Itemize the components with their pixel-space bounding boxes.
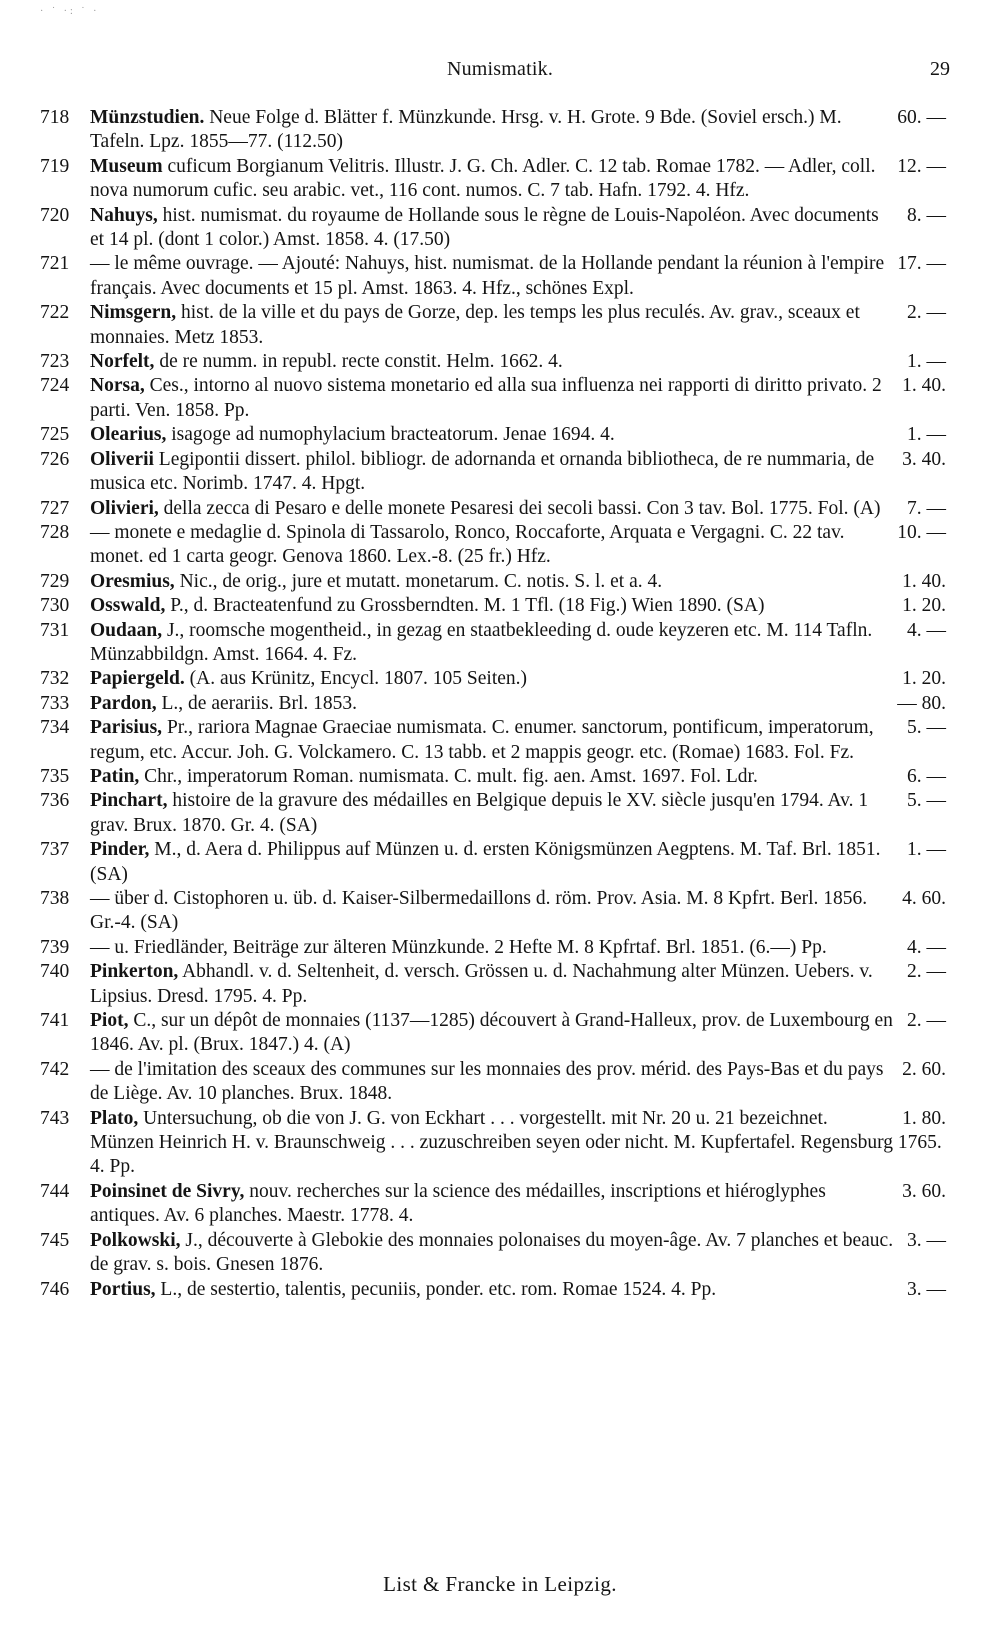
entry-author: Olivieri, (90, 497, 159, 519)
entry-number: 740 (40, 961, 70, 983)
entry-price: 6. — (907, 765, 946, 787)
entry-price: 1. — (907, 424, 946, 446)
entry-description: M., d. Aera d. Philippus auf Münzen u. d. ersten Königsmünzen Aegptens. M. Taf. Brl. 1851. (SA) (90, 839, 881, 885)
entry-author: Parisius, (90, 717, 163, 739)
catalog-entry (40, 716, 946, 765)
entry-description: L., de sestertio, talentis, pecuniis, ponder. etc. rom. Romae 1524. 4. Pp. (155, 1278, 717, 1300)
entry-price: 1. 40. (902, 375, 946, 397)
catalog-entry (40, 252, 946, 301)
entry-author: Polkowski, (90, 1229, 181, 1251)
entry-price: 1. — (907, 839, 946, 861)
entry-author: Münzstudien. (90, 107, 205, 128)
entry-number: 724 (40, 375, 70, 397)
entry-number: 738 (40, 888, 70, 909)
scan-specks: · ˙ ·: ˙ · (40, 6, 100, 17)
entry-number: 727 (40, 497, 70, 519)
catalog-entry (40, 765, 946, 789)
entry-author: Oliverii (90, 448, 154, 470)
entry-author: Olearius, (90, 424, 167, 446)
catalog-entry (40, 887, 946, 936)
entry-description: Ces., intorno al nuovo sistema monetario ed alla sua influenza nei rapporti di diritto privato. 2 parti. Ven. 1858. Pp. (90, 375, 882, 421)
entry-description: Abhandl. v. d. Seltenheit, d. versch. Grössen u. d. Nachahmung alter Münzen. Uebers. v. Lipsius. Dresd. 1795. 4. Pp. (90, 961, 873, 1007)
entry-author: Museum (90, 155, 163, 177)
entry-price: 1. 40. (902, 570, 946, 592)
entry-description: nouv. recherches sur la science des médailles, inscriptions et hiéroglyphes antiques. Av. 6 planches. Maestr. 1778. 4. (90, 1180, 826, 1227)
catalog-entry (40, 570, 946, 594)
entry-price: 3. 40. (902, 448, 946, 470)
entry-author: Pardon, (90, 692, 157, 714)
entry-number: 725 (40, 424, 70, 446)
entry-price: 3. — (907, 1229, 946, 1251)
entry-price: 2. — (907, 1010, 946, 1032)
entry-price: 10. — (897, 521, 946, 543)
entry-author: Oudaan, (90, 619, 163, 641)
catalog-entry (40, 619, 946, 668)
entry-price: — 80. (897, 692, 946, 714)
entry-price: 1. 20. (902, 595, 946, 617)
entry-description: cuficum Borgianum Velitris. Illustr. J. G. Ch. Adler. C. 12 tab. Romae 1782. — Adler, coll. nova numorum cufic. seu arabic. vet., 116 cont. numos. C. 7 tab. Hafn. 1792. 4. Hfz. (90, 155, 876, 202)
entry-price: 7. — (907, 497, 946, 519)
entry-number: 720 (40, 204, 70, 226)
entry-number: 719 (40, 155, 70, 177)
entry-number: 726 (40, 448, 70, 470)
entry-description: della zecca di Pesaro e delle monete Pesaresi dei secoli bassi. Con 3 tav. Bol. 1775. Fol. (A) (158, 497, 881, 519)
entry-number: 721 (40, 253, 70, 275)
entry-description: hist. numismat. du royaume de Hollande sous le règne de Louis-Napoléon. Avec documents et 14 pl. (dont 1 color.) Amst. 1858. 4. (17.50) (90, 204, 879, 251)
entry-description: Neue Folge d. Blätter f. Münzkunde. Hrsg. v. H. Grote. 9 Bde. (Soviel ersch.) M. Tafeln. Lpz. 1855—77. (112.50) (90, 107, 842, 153)
entry-price: 4. 60. (902, 888, 946, 909)
entry-description: histoire de la gravure des médailles en Belgique depuis le XV. siècle jusqu'en 1794. Av. 1 grav. Brux. 1870. Gr. 4. (SA) (90, 790, 869, 836)
catalog-entry (40, 594, 946, 618)
entry-number: 745 (40, 1229, 70, 1251)
entry-author: Norfelt, (90, 351, 155, 373)
catalog-entry (40, 1009, 946, 1058)
entry-description: de re numm. in republ. recte constit. Helm. 1662. 4. (154, 351, 563, 373)
entry-description: hist. de la ville et du pays de Gorze, dep. les temps les plus reculés. Av. grav., sceaux et monnaies. Metz 1853. (90, 302, 860, 348)
entry-description: P., d. Bracteatenfund zu Grossberndten. M. 1 Tfl. (18 Fig.) Wien 1890. (SA) (165, 595, 765, 617)
entry-number: 739 (40, 936, 70, 958)
entry-price: 1. 80. (902, 1107, 946, 1129)
entry-number: 741 (40, 1010, 70, 1032)
entry-author: Piot, (90, 1010, 129, 1032)
entry-number: 735 (40, 765, 70, 787)
catalog-entry (40, 1278, 946, 1302)
entry-description: Untersuchung, ob die von J. G. von Eckhart . . . vorgestellt. mit Nr. 20 u. 21 bezeichnet. Münzen Heinrich H. v. Braunschweig . . . zuzuschreiben seyen oder nicht. M. Kupfertafel. Regensburg 1765. 4. Pp. (90, 1107, 942, 1178)
entry-author: Norsa, (90, 375, 145, 397)
entry-price: 3. — (907, 1278, 946, 1300)
page-header (0, 58, 1000, 88)
entry-price: 5. — (907, 717, 946, 739)
entry-number: 730 (40, 595, 70, 617)
entry-number: 718 (40, 107, 70, 128)
entry-author: Papiergeld. (90, 668, 185, 690)
entry-price: 4. — (907, 936, 946, 958)
entry-author: Plato, (90, 1107, 139, 1129)
entry-description: Pr., rariora Magnae Graeciae numismata. C. enumer. sanctorum, pontificum, imperatorum, regum, etc. Accur. Joh. G. Volckamero. C. 13 tabb. et 2 mappis geogr. etc. (Romae) 1683. Fol. Fz. (90, 717, 874, 763)
catalog-entries (40, 106, 946, 1302)
entry-author: Poinsinet de Sivry, (90, 1180, 245, 1202)
catalog-entry (40, 155, 946, 204)
entry-author: Portius, (90, 1278, 156, 1300)
entry-description: J., découverte à Glebokie des monnaies polonaises du moyen-âge. Av. 7 planches et beauc. de grav. s. bois. Gnesen 1876. (90, 1229, 894, 1276)
entry-price: 17. — (897, 253, 946, 275)
entry-description: — u. Friedländer, Beiträge zur älteren Münzkunde. 2 Hefte M. 8 Kpfrtaf. Brl. 1851. (6.—) Pp. (90, 936, 827, 958)
entry-number: 736 (40, 790, 70, 812)
entry-author: Patin, (90, 765, 140, 787)
catalog-entry (40, 838, 946, 887)
entry-author: Osswald, (90, 595, 166, 617)
entry-number: 746 (40, 1278, 70, 1300)
catalog-entry (40, 521, 946, 570)
catalog-entry (40, 667, 946, 691)
catalog-entry (40, 1058, 946, 1107)
entry-description: (A. aus Krünitz, Encycl. 1807. 105 Seiten.) (184, 668, 528, 690)
catalog-entry (40, 204, 946, 253)
entry-description: — über d. Cistophoren u. üb. d. Kaiser-Silbermedaillons d. röm. Prov. Asia. M. 8 Kpfrt. Berl. 1856. Gr.-4. (SA) (90, 888, 868, 934)
entry-author: Oresmius, (90, 570, 175, 592)
entry-number: 742 (40, 1058, 70, 1080)
page-number: 29 (930, 58, 950, 80)
entry-price: 4. — (907, 619, 946, 641)
entry-number: 731 (40, 619, 70, 641)
catalog-entry (40, 1107, 946, 1180)
entry-price: 5. — (907, 790, 946, 812)
entry-description: — le même ouvrage. — Ajouté: Nahuys, hist. numismat. de la Hollande pendant la réunion à l'empire français. Avec documents et 15 pl. Amst. 1863. 4. Hfz., schönes Expl. (90, 253, 885, 299)
catalog-entry (40, 106, 946, 155)
catalog-entry (40, 423, 946, 447)
entry-number: 728 (40, 521, 70, 543)
entry-price: 2. — (907, 302, 946, 324)
entry-description: C., sur un dépôt de monnaies (1137—1285) découvert à Grand-Halleux, prov. de Luxembourg en 1846. Av. pl. (Brux. 1847.) 4. (A) (90, 1010, 893, 1056)
entry-description: Legipontii dissert. philol. bibliogr. de adornanda et ornanda bibliotheca, de re nummaria, de musica etc. Norimb. 1747. 4. Hpgt. (90, 448, 875, 495)
entry-description: — de l'imitation des sceaux des communes sur les monnaies des prov. mérid. des Pays-Bas et du pays de Liège. Av. 10 planches. Brux. 1848. (90, 1058, 884, 1105)
entry-description: Chr., imperatorum Roman. numismata. C. mult. fig. aen. Amst. 1697. Fol. Ldr. (139, 765, 758, 787)
catalog-entry (40, 448, 946, 497)
entry-price: 1. 20. (902, 668, 946, 690)
catalog-entry (40, 960, 946, 1009)
entry-description: L., de aerariis. Brl. 1853. (156, 692, 358, 714)
catalog-entry (40, 497, 946, 521)
entry-number: 733 (40, 692, 70, 714)
entry-description: Nic., de orig., jure et mutatt. monetarum. C. notis. S. l. et a. 4. (174, 570, 663, 592)
entry-price: 60. — (897, 107, 946, 128)
entry-number: 722 (40, 302, 70, 324)
entry-number: 723 (40, 351, 70, 373)
entry-price: 8. — (907, 204, 946, 226)
running-title: Numismatik. (446, 58, 554, 80)
entry-author: Pinkerton, (90, 961, 179, 983)
entry-author: Nahuys, (90, 204, 158, 226)
entry-author: Nimsgern, (90, 302, 177, 324)
catalog-entry (40, 789, 946, 838)
catalog-entry (40, 692, 946, 716)
entry-number: 729 (40, 570, 70, 592)
entry-price: 3. 60. (902, 1180, 946, 1202)
entry-number: 737 (40, 839, 70, 861)
entry-price: 1. — (907, 351, 946, 373)
entry-price: 2. — (907, 961, 946, 983)
entry-number: 743 (40, 1107, 70, 1129)
entry-number: 732 (40, 668, 70, 690)
catalog-entry (40, 936, 946, 960)
entry-description: isagoge ad numophylacium bracteatorum. Jenae 1694. 4. (166, 424, 615, 446)
catalog-entry (40, 350, 946, 374)
entry-number: 734 (40, 717, 70, 739)
catalog-entry (40, 1180, 946, 1229)
entry-price: 12. — (897, 155, 946, 177)
entry-author: Pinchart, (90, 790, 168, 812)
entry-description: — monete e medaglie d. Spinola di Tassarolo, Ronco, Roccaforte, Arquata e Vergagni. C. 22 tav. monet. ed 1 carta geogr. Genova 1860. Lex.-8. (25 fr.) Hfz. (90, 521, 845, 568)
entry-author: Pinder, (90, 839, 150, 861)
catalog-entry (40, 301, 946, 350)
entry-price: 2. 60. (902, 1058, 946, 1080)
entry-number: 744 (40, 1180, 70, 1202)
entry-description: J., roomsche mogentheid., in gezag en staatbekleeding d. oude keyzeren etc. M. 114 Tafln. Münzabbildgn. Amst. 1664. 4. Fz. (90, 619, 873, 665)
catalog-entry (40, 1229, 946, 1278)
catalog-entry (40, 374, 946, 423)
publisher-footer: List & Francke in Leipzig. (383, 1572, 617, 1596)
